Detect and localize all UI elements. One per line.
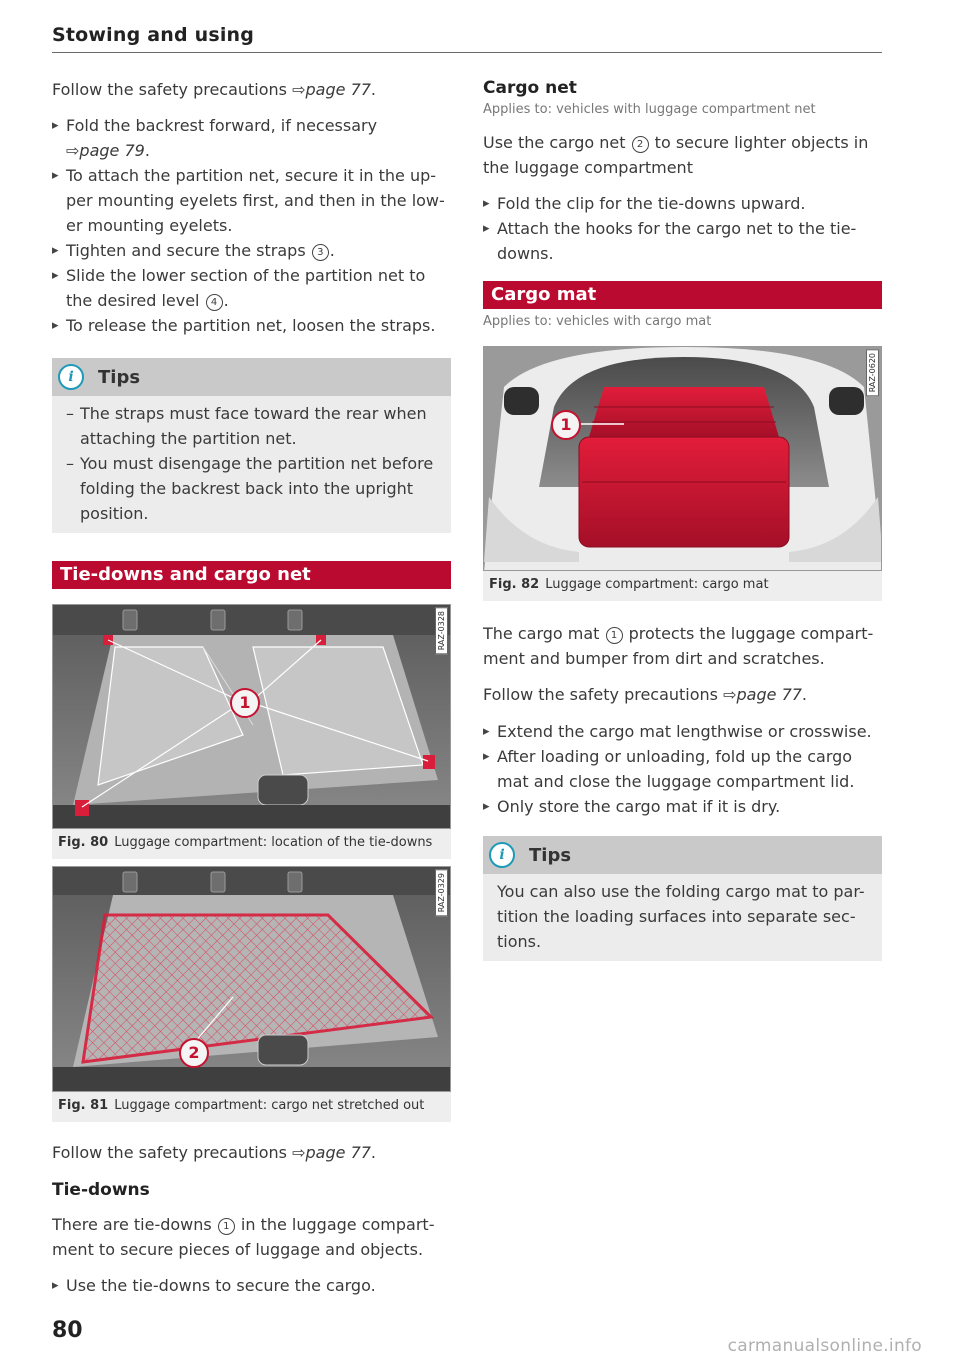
section-header: Cargo mat [483, 281, 882, 309]
cargo-mat-description [483, 621, 883, 671]
cargo-net-steps [483, 191, 883, 266]
figure-80 [52, 604, 451, 859]
cargo-net-applies: Applies to: vehicles with luggage compartment net [483, 102, 816, 117]
figure-caption [52, 829, 451, 859]
cargo-mat-illustration [484, 347, 882, 571]
figure-82-image [483, 346, 882, 571]
tips-body [483, 874, 882, 961]
punctuation: . [370, 1143, 377, 1162]
tips-title: Tips [98, 366, 141, 388]
list-item: ▸ Attach the hooks for the cargo net to the tie-downs. [483, 216, 883, 266]
figure-caption [483, 571, 882, 601]
step-text: Fold the backrest forward, if necessary [66, 116, 378, 135]
description-text: to secure lighter objects in the luggage compartment [483, 133, 869, 177]
tie-downs-steps [52, 1273, 452, 1298]
list-item: ▸ Only store the cargo mat if it is dry. [483, 794, 883, 819]
page-link[interactable]: page 79 [79, 141, 145, 160]
cargo-net-heading: Cargo net [483, 78, 577, 98]
partition-steps [52, 113, 452, 338]
list-item [52, 113, 452, 163]
callout-number: 3 [312, 244, 329, 261]
safety-note [483, 682, 883, 707]
list-item [52, 313, 452, 338]
page-number: 80 [52, 1318, 83, 1343]
safety-note [52, 77, 452, 102]
caption-text: Luggage compartment: location of the tie-downs [114, 835, 433, 850]
cargo-mat-applies: Applies to: vehicles with cargo mat [483, 314, 712, 329]
list-item: ▸ Fold the clip for the tie-downs upward. [483, 191, 883, 216]
cargo-net-illustration [53, 867, 451, 1092]
figure-code: RAZ-0329 [435, 869, 448, 916]
safety-note-text: Follow the safety precautions [52, 1143, 293, 1162]
arrow-icon: ⇨ [292, 1143, 306, 1162]
step-text: Slide the lower section of the partition net to the desired level [66, 266, 426, 310]
figure-label: Fig. 82 [489, 577, 540, 592]
description-text: Use the cargo net [483, 133, 631, 152]
header-divider [52, 52, 882, 53]
safety-note [52, 1140, 452, 1165]
list-item: – The straps must face toward the rear when attaching the partition net. [66, 401, 439, 451]
punctuation: . [144, 141, 150, 160]
section-header: Tie-downs and cargo net [52, 561, 451, 589]
figure-81 [52, 866, 451, 1122]
callout-number: 2 [632, 136, 649, 153]
list-item: ▸ Extend the cargo mat lengthwise or crosswise. [483, 719, 883, 744]
luggage-floor-illustration [53, 605, 451, 829]
caption-text: Luggage compartment: cargo mat [545, 577, 769, 592]
figure-code: RAZ-0620 [866, 349, 879, 396]
arrow-icon: ⇨ [723, 685, 737, 704]
callout-number: 1 [218, 1218, 235, 1235]
step-text: To release the partition net, loosen the straps. [66, 316, 436, 335]
cargo-net-description [483, 130, 883, 180]
caption-text: Luggage compartment: cargo net stretched out [114, 1098, 425, 1113]
description-text: There are tie-downs [52, 1215, 217, 1234]
callout-number: 1 [606, 627, 623, 644]
page-section-title: Stowing and using [52, 24, 255, 46]
callout-number: 4 [206, 294, 223, 311]
step-text: Tighten and secure the straps [66, 241, 311, 260]
callout-1: 1 [230, 688, 260, 718]
page-link[interactable]: page 77 [736, 685, 802, 704]
list-item [52, 263, 452, 313]
figure-caption [52, 1092, 451, 1122]
callout-2: 2 [179, 1038, 209, 1068]
punctuation: . [329, 241, 335, 260]
info-icon: i [489, 842, 515, 868]
watermark: carmanualsonline.info [727, 1336, 922, 1356]
callout-1: 1 [551, 410, 581, 440]
left-column [52, 64, 452, 1298]
list-item [52, 238, 452, 263]
safety-note-text: Follow the safety precautions [483, 685, 724, 704]
list-item: ▸ Use the tie-downs to secure the cargo. [52, 1273, 452, 1298]
punctuation: . [370, 80, 377, 99]
arrow-icon: ⇨ [66, 141, 80, 160]
figure-label: Fig. 80 [58, 835, 109, 850]
description-text: The cargo mat [483, 624, 605, 643]
cargo-mat-steps [483, 719, 883, 819]
list-item [52, 163, 452, 238]
safety-note-text: Follow the safety precautions [52, 80, 293, 99]
figure-code: RAZ-0328 [435, 607, 448, 654]
tie-downs-heading: Tie-downs [52, 1180, 150, 1200]
tips-header [52, 358, 451, 396]
figure-80-image [52, 604, 451, 829]
list-item: ▸ After loading or unloading, fold up the cargo mat and close the luggage compartment lid. [483, 744, 883, 794]
tips-title: Tips [529, 844, 572, 866]
tips-body [52, 396, 451, 533]
info-icon: i [58, 364, 84, 390]
step-text: To attach the partition net, secure it in the up-per mounting eyelets first, and then in the low-er mounting eyelets. [66, 166, 445, 235]
page-link[interactable]: page 77 [305, 1143, 371, 1162]
tips-text: You can also use the folding cargo mat to par-tition the loading surfaces into separate sec-tions. [497, 882, 865, 951]
page-link[interactable]: page 77 [305, 80, 371, 99]
list-item: – You must disengage the partition net before folding the backrest back into the upright position. [66, 451, 439, 526]
description-text: in the luggage compart-ment to secure pieces of luggage and objects. [52, 1215, 435, 1259]
right-column [483, 64, 883, 961]
figure-label: Fig. 81 [58, 1098, 109, 1113]
punctuation: . [801, 685, 808, 704]
description-text: protects the luggage compart-ment and bumper from dirt and scratches. [483, 624, 874, 668]
figure-81-image [52, 866, 451, 1092]
punctuation: . [223, 291, 229, 310]
tips-box [52, 358, 451, 533]
tips-list [66, 401, 439, 526]
tips-box [483, 836, 882, 961]
figure-82 [483, 346, 882, 601]
tie-downs-description [52, 1212, 452, 1262]
arrow-icon: ⇨ [292, 80, 306, 99]
tips-header [483, 836, 882, 874]
